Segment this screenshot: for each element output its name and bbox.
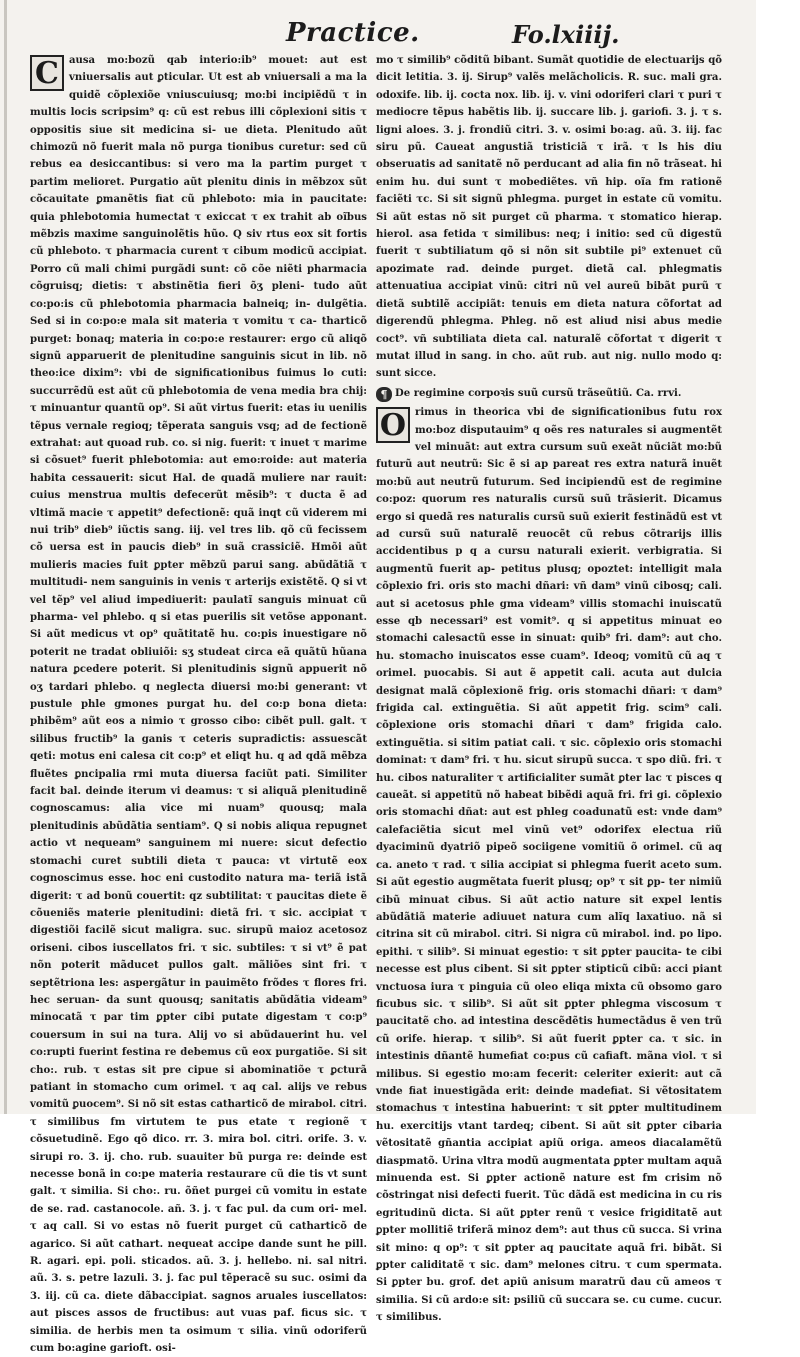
chapter-heading bbox=[376, 385, 722, 402]
left-column bbox=[30, 52, 367, 1355]
right-column-paragraph: rimus in theorica vbi de significationibus futu rox mo:boz disputauim⁹ q oẽs res naturales si augmentẽt vel minuãt: aut extra cursum suũ exeãt nũciãt mo:bũ futurũ aut neutrũ: Sic ẽ si ap pareat res extra naturã inuẽt mo:bũ aut neutrũ futurum. Sed incipiendũ est de regimine co:poz: quorum res naturalis cursũ suũ trãsierit. Dicamus ergo si quedã res naturalis cursũ suũ exierit festinãdũ est vt ad cursũ suũ naturalẽ reuocẽt cũ rebus cõtrarijs illis accidentibus p q a cursu naturali exierit. verbigratia. Si augmentũ fuerit ap- petitus plusq; opoztet: intelligit mala cõplexio fri. oris sto machi dñari: vñ dam⁹ vinũ cibosq; cali. aut si acetosus phle gma videam⁹ villis stomachi inuiscatũ esse qb necessari⁹ est vomit⁹. q si appetitus minuat eo stomachi calesactũ esse in sinuat: quib⁹ fri. dam⁹: aut cho. hu. stomacho inuiscatos esse cuam⁹. Ideoq; vomitũ cũ aq τ orimel. puocabis. Si aut ẽ appetit cali. acuta aut dulcia designat malã cõplexionẽ frig. oris stomachi dñari: τ dam⁹ frigida cal. extinguẽtia. Si aũt appetit frig. scim⁹ cali. cõplexione oris stomachi dñari τ dam⁹ frigida calo. extinguẽtia. si sitim patiat cali. τ sic. cõplexio oris stomachi dominat: τ dam⁹ fri. τ hu. sicut sirupũ succa. τ spo diũ. fri. τ hu. cibos naturaliter τ artificialiter sumãt ꝑter lac τ pisces q caueãt. si appetitũ nõ habeat bibẽdi aquã fri. fri gi. cõplexio oris stomachi dñat: aut est phleg coadunatũ est: vnde dam⁹ calefaciẽtia sicut mel vinũ vet⁹ odorifex electua riũ dyaciminũ dyatriõ pipeõ sociigene vomitiũ õ orimel. cũ aq ca. aneto τ rad. τ silia accipiat si phlegma fuerit aceto sum. Si aũt egestio augmẽtata fuerit plusq; op⁹ τ sit ꝑp- ter nimiũ cibũ minuat cibus. Si aũt actio nature sit expel lentis abũdãtiã materie adiuuet natura cum alĩq laxatiuo. nã si citrina sit cũ mirabol. citri. Si nigra cũ mirabol. ind. po lipo. epithi. τ silib⁹. Si minuat egestio: τ sit ꝑpter paucita- te cibi necesse est plus cibent. Si sit ꝑpter stipticũ cibũ: acci piant vnctuosa iura τ pinguia cũ oleo eliqa mixta cũ obsomo garo ficubus sic. τ silib⁹. Si aũt sit ꝑpter phlegma viscosum τ paucitatẽ cho. ad intestina descẽdẽtis humectãdus ẽ ven trũ cũ orife. hierap. τ silib⁹. Si aũt fuerit ꝑpter ca. τ sic. in intestinis dñantẽ humefiat co:pus cũ cafiaft. mãna viol. τ si milibus. Si egestio mo:am fecerit: celeriter exierit: aut cã vnde fiat inuestigãda erit: deinde madefiat. Si vẽtositatem stomachus τ intestina habuerint: τ sit ꝑpter multitudinem hu. exercitijs vtant tardeq; cibent. Si aũt sit ꝑpter cibaria vẽtositatẽ gñantia accipiat apiũ origa. ameos diacalamẽtũ diaspmatõ. Urina vltra modũ augmentata ꝑpter multam aquã minuenda est. Si ꝑpter actionẽ nature est fm crisim nõ cõstringat nisi defecti fuerit. Tũc dãdã est medicina in cu ris egritudinũ dicta. Si aũt ꝑpter renũ τ vesice frigiditatẽ aut ꝑpter mollitiẽ triferã minoz dem⁹: aut thus cũ succa. Si vrina sit mino: q op⁹: τ sit ꝑpter aq paucitate aquã fri. bibãt. Si ꝑpter caliditatẽ τ sic. dam⁹ melones citru. τ cum spermata. Si ꝑpter bu. grof. det apiũ anisum maratrũ dau cũ ameos τ similia. Si cũ ardo:e sit: psiliũ cũ succara se. cu cume. cucur. τ similibus. bbox=[376, 407, 722, 1324]
decorated-initial-letter: C bbox=[30, 55, 64, 91]
pilcrow-icon: ¶ bbox=[376, 387, 392, 402]
decorated-initial-letter: O bbox=[376, 407, 410, 443]
left-column-paragraph: ausa mo:bozũ qab interio:ib⁹ mouet: aut est vniuersalis aut ꝑticular. Ut est ab vniuersali a ma la quidẽ cõplexiõe vniuscuiusq; mo:bi incipiẽdũ τ in multis locis scripsim⁹ q: cũ est rebus illi cõplexioni sitis τ oppositis siue sit medicina si- ue dieta. Plenitudo aũt chimozũ nõ fuerit mala nõ purga tionibus curetur: sed cũ rebus ea desiccantibus: si vero ma la partim purget τ partim melioret. Purgatio aũt plenitu dinis in mẽbzox sũt cõcauitate ꝑmanẽtis fiat cũ phleboto: mia in paucitate: quia phlebotomia humectat τ exiccat τ ex trahit ab oĩbus mẽbzis maxime sanguinolẽtis hũo. Q siv rtus eox sit fortis cũ phleboto. τ pharmacia curent τ cibum modicũ accipiat. Porro cũ mali chimi purgãdi sunt: cõ cõe niẽti pharmacia cõgruisq; dietis: τ abstinẽtia fieri õʒ pleni- tudo aũt co:po:is cũ phlebotomia pharmacia balneiq; in- dulgẽtia. Sed si in co:po:e mala sit materia τ vomitu τ ca- tharticõ purget: bonaq; materia in co:po:e restaurer: ergo cũ aliqõ signũ apparuerit de plenitudine sanguinis sicut in lib. nõ theo:ice dixim⁹: vbi de significationibus fuimus lo cuti: succurrẽdũ est aũt cũ phlebotomia de vena media bra chij: τ minuantur quantũ op⁹. Si aũt virtus fuerit: etas iu uenilis tẽpus vernale regioq; tẽperata sanguis vsq; ad de fectionẽ extrahat: aut quoad rub. co. si nig. fuerit: τ inuet τ marime si cõsuet⁹ fuerit phlebotomia: aut emo:roide: aut materia habita cessauerit: sicut Hal. de quadã muliere nar rauit: cuius menstrua multis defecerũt mẽsib⁹: τ ducta ẽ ad vltimã macie τ appetit⁹ defectionẽ: quã inqt cũ viderem mi nui trib⁹ dieb⁹ iũctis sang. iij. vel tres lib. qõ cũ fecissem cõ uersa est in paucis dieb⁹ in suã crassiciẽ. Hmõi aũt mulieris macies fuit ꝑpter mẽbzũ parui sang. abũdãtiã τ multitudi- nem sanguinis in venis τ arterijs existẽtẽ. Q si vt vel tẽp⁹ vel aliud impediuerit: paulatĩ sanguis minuat cũ pharma- vel phlebo. q si etas puerilis sit vetõse apponant. Si aũt medicus vt op⁹ quãtitatẽ hu. co:pis inuestigare nõ poterit ne tradat obliuiõi: sʒ studeat circa eã quãtũ hũana natura ꝑcedere poterit. Si plenitudinis signũ appuerit nõ oʒ tardari phlebo. q neglecta diuersi mo:bi generant: vt pustule phle gmones purgat hu. del co:p bona dieta: phibẽm⁹ aũt eos a nimio τ grosso cibo: cibẽt pull. galt. τ silibus fructib⁹ la ganis τ ceteris supradictis: assuescãt qeti: motus eni calesa cit co:p⁹ et eliqt hu. q ad qdã mẽbza fluẽtes ꝑncipalia rmi muta diuersa faciũt pati. Similiter facit bal. deinde iterum vi deamus: τ si aliquã plenitudinẽ cognoscamus: alia vice mi nuam⁹ quousq; mala plenitudinis abũdãtia sentiam⁹. Q si nobis aliqua repugnet actio vt nequeam⁹ sanguinem mi nuere: sicut defectio stomachi curet subtili dieta τ pauca: vt virtutẽ eox cognoscimus esse. hoc eni custodito natura ma- teriã istã digerit: τ ad bonũ couertit: qz subtilitat: τ paucitas diete ẽ cõueniẽs materie plenitudini: dietã fri. τ sic. accipiat τ digestiõi facilẽ sicut maligra. suc. sirupũ maioz acetosoz oriseni. cibos iuscellatos fri. τ sic. subtiles: τ si vt⁹ ẽ pat nõn poterit mãducet pullos galt. mãliões sint fri. τ septẽtriona les: aspergãtur in pauimẽto frõdes τ flores fri. hec seruan- da sunt quousq; sanitatis abũdãtia videam⁹ minocatã τ par tim ꝑpter cibi putate digestam τ co:p⁹ couersum in sui na tura. Alij vo si abũdauerint hu. vel co:rupti fuerint festina re debemus cũ eox purgatiõe. Si sit cho:. rub. τ estas sit pre cipue si abominatiõe τ ꝑcturã patiant in stomacho cum orimel. τ aq cal. alijs ve rebus vomitũ ꝑuocem⁹. Si nõ sit estas catharticõ de mirabol. citri. τ similibus fm virtutem te pus etate τ regionẽ τ cõsuetudinẽ. Ego qõ dico. rr. 3. mira bol. citri. orife. 3. v. sirupi ro. 3. ij. cho. rub. suauiter bũ purga re: deinde est necesse bonã in co:pe materia restaurare cũ die tis vt sunt galt. τ similia. Si cho:. ru. õñet purgei cũ vomitu in estate de se. rad. castanocole. añ. 3. j. τ fac pul. da cum ori- mel. τ aq call. Si vo estas nõ fuerit purget cũ catharticõ de agarico. Si aũt cathart. nequeat accipe dande sunt he pill. R. agari. epi. poli. sticados. aũ. 3. j. hellebo. ni. sal nitri. aũ. 3. s. petre lazuli. 3. j. fac pul tẽperacẽ su suc. osimi da 3. iij. cũ ca. diete dãbaccipiat. sagnos aruales iuscellatos: aut pisces assos de fructibus: aut vuas paf. ficus sic. τ similia. de herbis men ta osimum τ silia. vinũ odoriferũ cum bo:agine garioft. osi- bbox=[30, 55, 367, 1355]
page-gutter-shadow bbox=[4, 0, 7, 1114]
scan-margin bbox=[756, 0, 800, 1114]
right-column bbox=[376, 52, 722, 1324]
chapter-heading-text: De regimine corpoꝛis suũ cursũ trãseũtiũ. Ca. rrvi. bbox=[395, 387, 682, 399]
right-column-paragraph: mo τ similib⁹ cõditũ bibant. Sumãt quotidie de electuarijs qõ dicit letitia. 3. ij. Sirup⁹ valẽs melãcholicis. R. suc. mali gra. odoxife. lib. ij. cocta nox. lib. ij. v. vini odoriferi clari τ puri τ mediocre tẽpus habẽtis lib. ij. succare lib. j. gariofi. 3. j. τ s. ligni aloes. 3. j. frondiũ citri. 3. v. osimi bo:ag. aũ. 3. iij. fac siru pũ. Caueat angustiã tristiciã τ irã. τ ls his diu obseruatis ad sanitatẽ nõ perducant ad alia fin nõ trãseat. hi enim hu. dui sunt τ mobediẽtes. vñ hip. oĩa fm rationẽ faciẽti τc. Si sit signũ phlegma. purget in estate cũ vomitu. Si aũt estas nõ sit purget cũ pharma. τ stomatico hierap. hierol. asa fetida τ similibus: neq; i initio: sed cũ digestũ fuerit τ subtiliatum qõ si nõn sit subtile pi⁹ extenuet cũ apozimate rad. deinde purget. dietã cal. phlegmatis attenuatiua accipiat vinũ: citri nũ vel aureũ bibãt purũ τ dietã subtilẽ accipiãt: tenuis em dieta natura cõfortat ad digerendũ phlegma. Phleg. nõ est aliud nisi abus medie coct⁹. vñ subtiliata dieta cal. naturalẽ cõfortat τ digerit τ mutat illud in sang. in cho. aũt rub. aut nig. nullo modo q: sunt sicce. bbox=[376, 55, 722, 380]
running-title: Practice. bbox=[286, 18, 420, 48]
folio-number: Fo.lxiiij. bbox=[512, 20, 620, 49]
